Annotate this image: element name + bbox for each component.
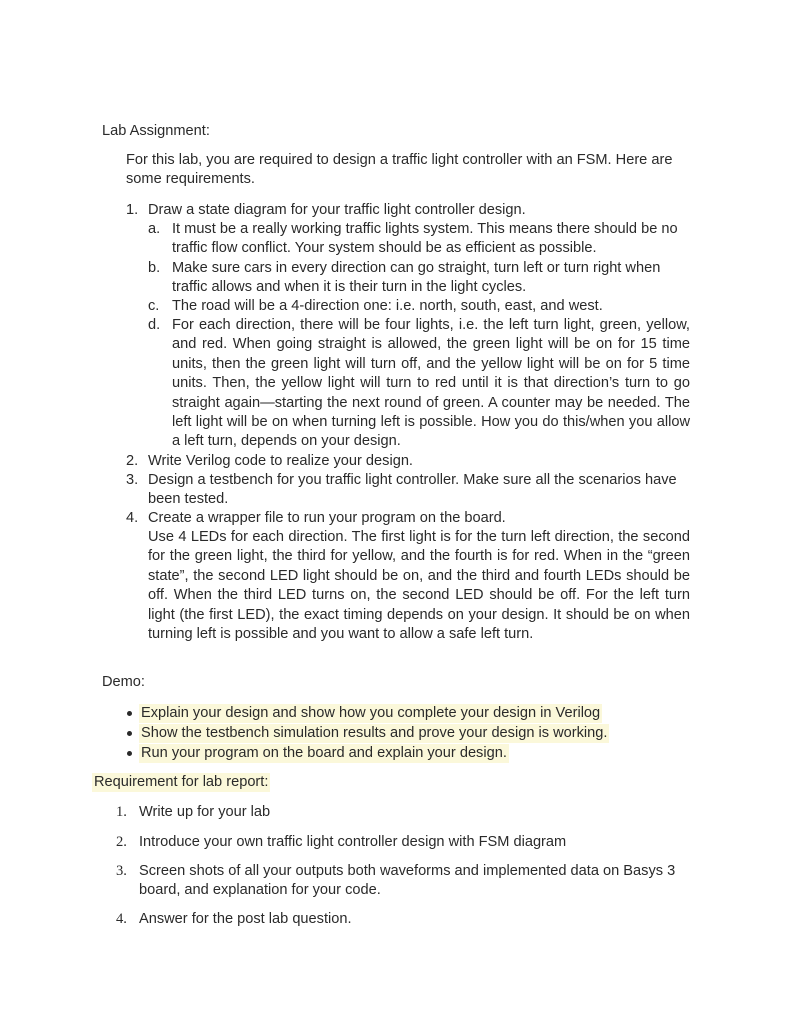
- lab-assignment-heading: Lab Assignment:: [102, 123, 210, 139]
- list-item: Write Verilog code to realize your design.: [148, 453, 413, 469]
- subitem-letter: b.: [148, 260, 161, 276]
- report-item: Write up for your lab: [139, 804, 271, 820]
- report-heading: Requirement for lab report:: [92, 773, 270, 792]
- demo-item: Show the testbench simulation results and prove your design is working.: [139, 724, 609, 743]
- subitem: Make sure cars in every direction can go straight, turn left or turn right when traffic allows and when it is their turn in the light cycles.: [172, 260, 661, 296]
- report-item: Answer for the post lab question.: [139, 911, 352, 927]
- list-item: Create a wrapper file to run your program on the board.: [148, 510, 506, 526]
- list-item: Design a testbench for you traffic light controller. Make sure all the scenarios have been tested.: [148, 472, 677, 508]
- subitem-letter: c.: [148, 298, 160, 314]
- subitem: The road will be a 4-direction one: i.e. north, south, east, and west.: [172, 298, 603, 314]
- demo-item: Explain your design and show how you complete your design in Verilog: [139, 704, 602, 723]
- report-item-number: 1.: [116, 804, 127, 820]
- demo-item: Run your program on the board and explain your design.: [139, 744, 509, 763]
- bullet-icon: [127, 731, 132, 736]
- intro-paragraph: For this lab, you are required to design a traffic light controller with an FSM. Here are some requirements.: [126, 152, 673, 188]
- subitem: For each direction, there will be four lights, i.e. the left turn light, green, yellow, and red. When going straight is allowed, the green light will be on for 15 time units, then the green light will turn off, and the yellow light will be on for 5 time units. Then, the yellow light will turn to red until it is that direction’s turn to go straight again—starting the next round of green. A counter may be needed. The left light will be on when turning left is possible. How you do this/when you allow a left turn, depends on your design.: [172, 317, 690, 450]
- demo-heading: Demo:: [102, 674, 145, 690]
- bullet-icon: [127, 751, 132, 756]
- report-item: Screen shots of all your outputs both waveforms and implemented data on Basys 3 board, and explanation for your code.: [139, 863, 676, 899]
- report-item-number: 2.: [116, 834, 127, 850]
- subitem-letter: a.: [148, 221, 161, 237]
- item-number: 1.: [126, 202, 139, 218]
- report-item-number: 3.: [116, 863, 127, 879]
- item4-detail: Use 4 LEDs for each direction. The first light is for the turn left direction, the second for the green light, the third for yellow, and the fourth is for red. When in the “green state”, the second LED light should be on, and the third and fourth LEDs should be off. When the third LED turns on, the second LED should be off. For the left turn light (the first LED), the exact timing depends on your design. It should be on when turning left is possible and you want to allow a safe left turn.: [148, 529, 690, 643]
- bullet-icon: [127, 711, 132, 716]
- report-item: Introduce your own traffic light controller design with FSM diagram: [139, 834, 567, 850]
- subitem-letter: d.: [148, 317, 161, 333]
- report-item-number: 4.: [116, 911, 127, 927]
- item-number: 3.: [126, 472, 139, 488]
- item-number: 4.: [126, 510, 139, 526]
- list-item: Draw a state diagram for your traffic light controller design.: [148, 202, 526, 218]
- subitem: It must be a really working traffic lights system. This means there should be no traffic flow conflict. Your system should be as efficient as possible.: [172, 221, 678, 257]
- item-number: 2.: [126, 453, 139, 469]
